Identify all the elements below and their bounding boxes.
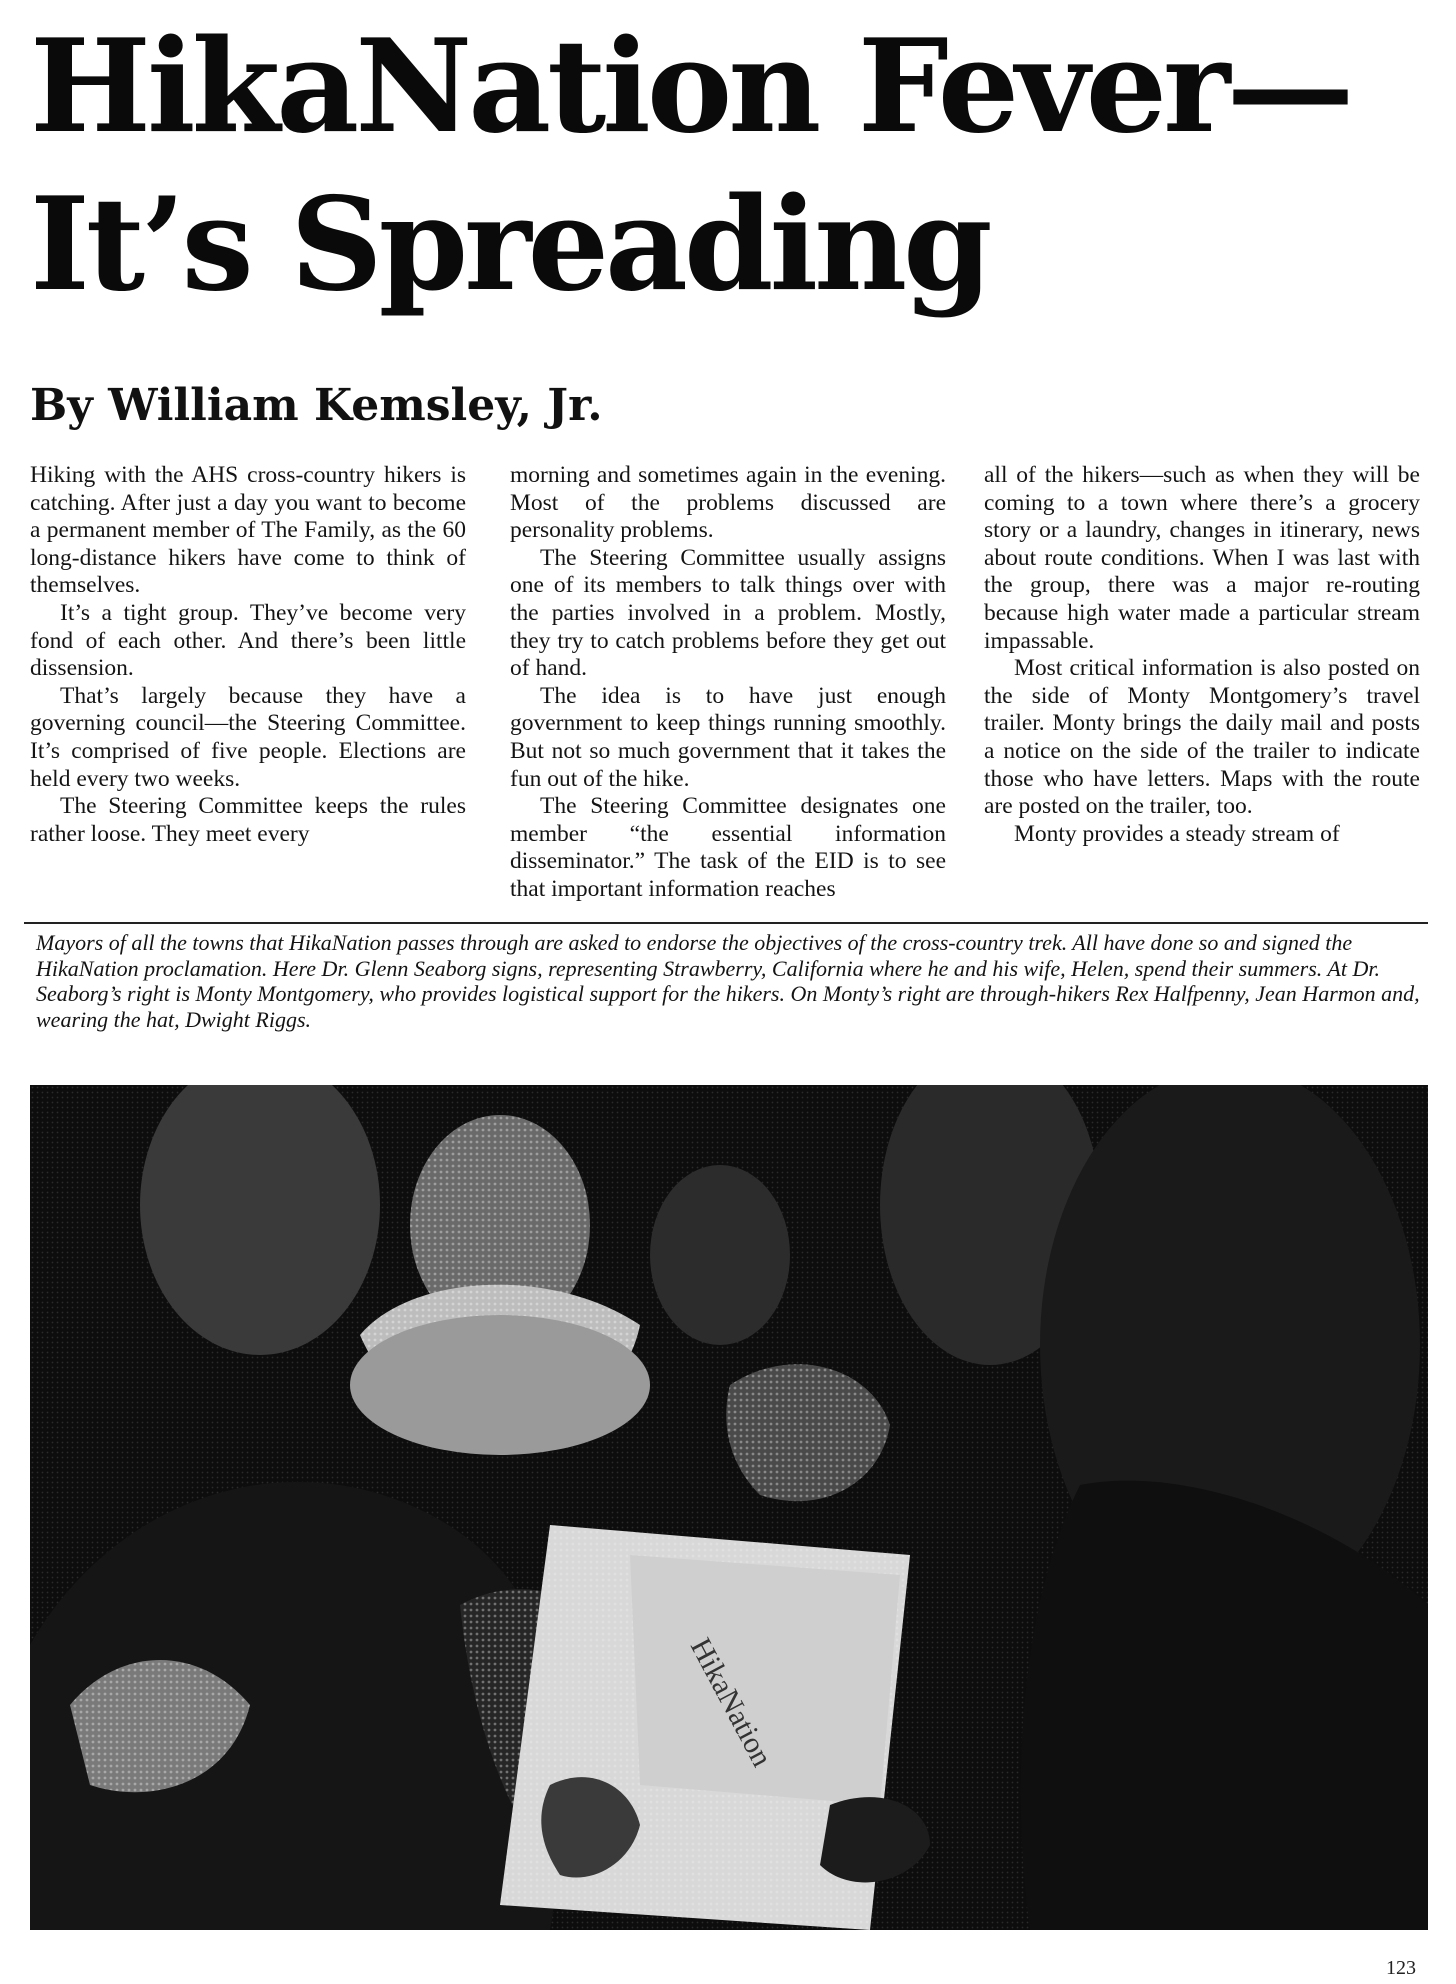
headline-line-1: HikaNation Fever—	[30, 12, 1351, 162]
photo-illustration	[30, 1085, 1428, 1930]
paragraph: morning and sometimes again in the evening. Most of the problems discussed are personality problems.	[510, 462, 946, 544]
paragraph: The Steering Committee usually assigns one of its members to talk things over with the parties involved in a problem. Mostly, they try to catch problems before they get out of hand.	[510, 544, 946, 682]
paragraph: Monty provides a steady stream of	[1014, 820, 1340, 847]
paragraph: Hiking with the AHS cross-country hikers is catching. After just a day you want to become a permanent member of The Family, as the 60 long-distance hikers have come to think of themselves.	[30, 462, 466, 599]
caption-divider	[24, 922, 1428, 924]
paragraph: The idea is to have just enough government to keep things running smoothly. But not so much government that it takes the fun out of the hike.	[510, 682, 946, 792]
byline: By William Kemsley, Jr.	[30, 380, 603, 431]
paragraph: It’s a tight group. They’ve become very fond of each other. And there’s been little dissension.	[30, 599, 466, 682]
paragraph: all of the hikers—such as when they will be coming to a town where there’s a grocery story or a laundry, changes in itinerary, news about route conditions. When I was last with the group, there was a major re-routing because high water made a particular stream impassable.	[984, 462, 1420, 654]
page-number: 123	[1386, 1957, 1416, 1979]
article-body	[30, 462, 1430, 904]
photo-caption: Mayors of all the towns that HikaNation passes through are asked to endorse the objectives of the cross-country trek. All have done so and signed the HikaNation proclamation. Here Dr. Glenn Seaborg signs, representing Strawberry, California where he and his wife, Helen, spend their summers. At Dr. Seaborg’s right is Monty Montgomery, who provides logistical support for the hikers. On Monty’s right are through-hikers Rex Halfpenny, Jean Harmon and, wearing the hat, Dwight Riggs.	[36, 930, 1420, 1032]
paragraph: That’s largely because they have a governing council—the Steering Committee. It’s comprised of five people. Elections are held every two weeks.	[30, 682, 466, 792]
paragraph: The Steering Committee keeps the rules rather loose. They meet every	[30, 793, 466, 847]
document-title: HikaNation	[683, 1632, 779, 1772]
paragraph: The Steering Committee designates one member “the essential information disseminator.” The task of the EID is to see that important information reaches	[510, 793, 946, 902]
column-2	[510, 462, 946, 904]
paragraph: Most critical information is also posted on the side of Monty Montgomery’s travel trailer. Monty brings the daily mail and posts a notice on the side of the trailer to indicate those who have letters. Maps with the route are posted on the trailer, too.	[984, 655, 1420, 820]
column-1	[30, 462, 466, 848]
headline	[30, 8, 1350, 324]
column-3	[984, 462, 1420, 848]
photograph	[30, 1085, 1428, 1930]
headline-line-2: It’s Spreading	[30, 170, 989, 320]
